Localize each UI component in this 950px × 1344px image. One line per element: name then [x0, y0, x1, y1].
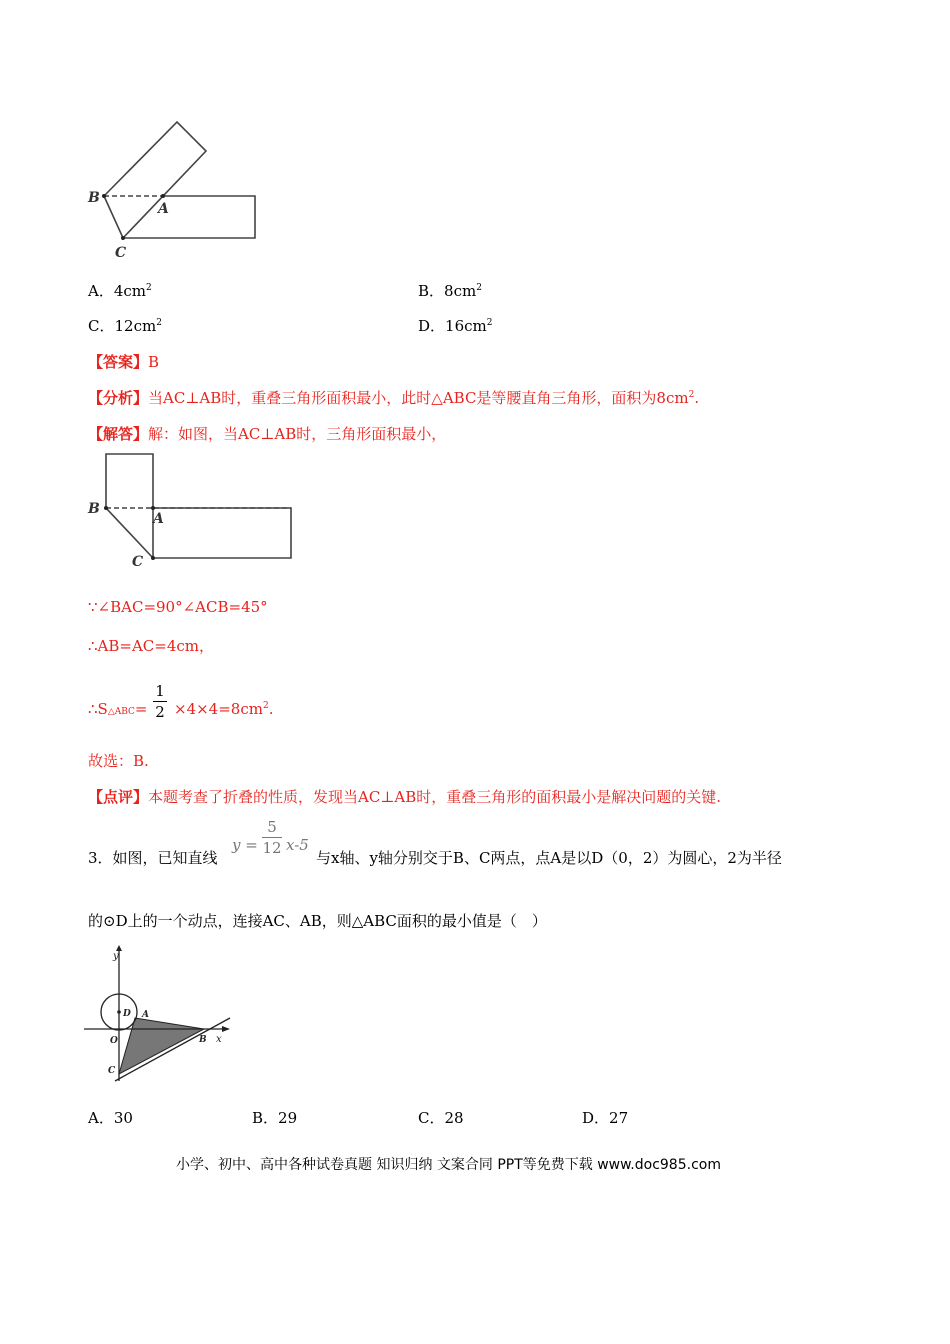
q2-option-c: C．$12cm^2$ [88, 317, 162, 335]
folding-figure-2 [80, 448, 300, 578]
fig2-label-b: B [88, 501, 100, 517]
q2-option-d: D．$16cm^2$ [418, 317, 493, 335]
page-footer: 小学、初中、高中各种试卷真题 知识归纳 文案合同 PPT等免费下载 www.doc985.com [176, 1157, 721, 1173]
analysis-line: 【分析】当AC⊥AB时，重叠三角形面积最小，此时△ABC是等腰直角三角形，面积为$8cm^2$. [88, 389, 700, 407]
answer-line: 【答案】B [88, 353, 160, 371]
fig1-label-a: A [158, 201, 169, 217]
fig3-label-o: O [110, 1036, 118, 1046]
fig3-label-x: x [216, 1034, 222, 1045]
fig3-label-y: y [113, 951, 119, 962]
q3-eq-rest: x-5 [286, 836, 309, 854]
fig1-label-c: C [115, 245, 127, 261]
fig3-label-b: B [199, 1035, 207, 1045]
choose-line: 故选：B. [88, 752, 149, 770]
q2-option-b: B．$8cm^2$ [418, 282, 482, 300]
coordinate-figure-3 [82, 945, 242, 1085]
fig1-label-b: B [88, 190, 100, 206]
comment-line: 【点评】本题考查了折叠的性质，发现当AC⊥AB时，重叠三角形的面积最小是解决问题的关键. [88, 788, 722, 806]
solution-step-3: ∴S△ABC= [88, 700, 148, 718]
solution-line: 【解答】解：如图，当AC⊥AB时，三角形面积最小， [88, 425, 447, 443]
q3-option-a: A．30 [88, 1109, 133, 1127]
area-fraction: 1 2 [153, 682, 167, 721]
q2-option-a: A．$4cm^2$ [88, 282, 152, 300]
fig2-label-a: A [153, 511, 164, 527]
fig3-label-a: A [142, 1010, 149, 1020]
fig2-label-c: C [132, 554, 144, 570]
q3-eq-y: y = [232, 836, 258, 854]
q3-line-2: 的⊙D上的一个动点，连接AC、AB，则△ABC面积的最小值是（ ） [88, 912, 547, 930]
area-result: $\times 4\times 4=8cm^2$. [174, 700, 274, 718]
q3-line-1-prefix: 3．如图，已知直线 [88, 849, 218, 867]
q3-eq-fraction: 5 12 [262, 818, 282, 857]
solution-step-1: ∵∠BAC=90°∠ACB=45° [88, 598, 268, 616]
q3-option-c: C．28 [418, 1109, 464, 1127]
solution-step-2: ∴AB=AC=4cm， [88, 637, 215, 655]
q3-option-d: D．27 [582, 1109, 629, 1127]
q3-option-b: B．29 [252, 1109, 298, 1127]
folding-figure-1 [80, 115, 270, 265]
fig3-label-d: D [123, 1009, 131, 1019]
fig3-label-c: C [108, 1066, 116, 1076]
q3-line-1-suffix: 与x轴、y轴分别交于B、C两点，点A是以D（0，2）为圆心，2为半径 [316, 849, 782, 867]
